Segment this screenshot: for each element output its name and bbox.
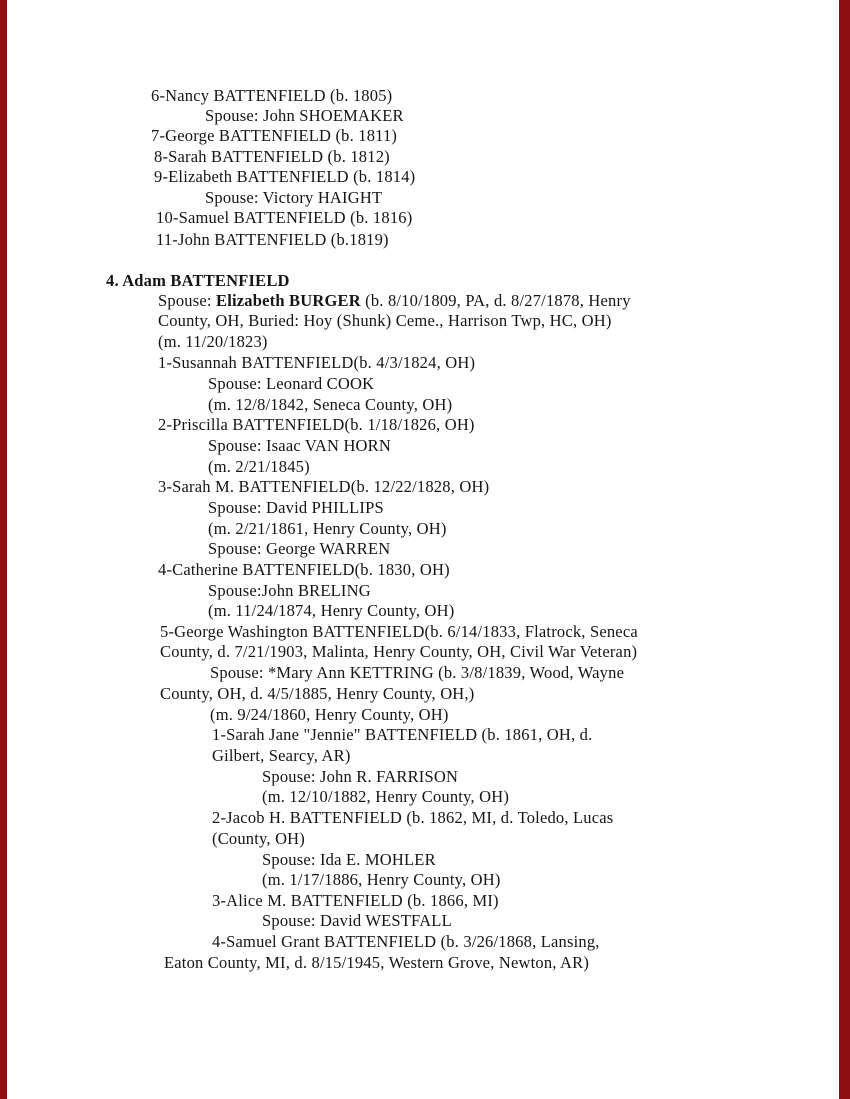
spouse-prefix: Spouse: xyxy=(158,291,216,310)
detail-line: County, d. 7/21/1903, Malinta, Henry County, OH, Civil War Veteran) xyxy=(160,642,638,661)
marriage-line: (m. 11/20/1823) xyxy=(158,332,268,351)
grandchild-entry: 1-Sarah Jane "Jennie" BATTENFIELD (b. 1861, OH, d. xyxy=(212,725,593,744)
child-entry: 2-Priscilla BATTENFIELD(b. 1/18/1826, OH) xyxy=(158,415,475,434)
section-heading: 4. Adam BATTENFIELD xyxy=(106,271,290,290)
spouse-entry: Spouse: John R. FARRISON xyxy=(262,767,459,786)
marriage-line: (m. 9/24/1860, Henry County, OH) xyxy=(210,705,449,724)
detail-line: Eaton County, MI, d. 8/15/1945, Western Grove, Newton, AR) xyxy=(164,953,590,972)
child-entry: 4-Catherine BATTENFIELD(b. 1830, OH) xyxy=(158,560,450,579)
spouse-entry: Spouse: *Mary Ann KETTRING (b. 3/8/1839, Wood, Wayne xyxy=(210,663,625,682)
spouse-entry: Spouse: George WARREN xyxy=(208,539,391,558)
child-entry: 7-George BATTENFIELD (b. 1811) xyxy=(151,126,398,145)
marriage-line: (m. 1/17/1886, Henry County, OH) xyxy=(262,870,501,889)
spouse-entry: Spouse: Ida E. MOHLER xyxy=(262,850,436,869)
spouse-entry: Spouse: Leonard COOK xyxy=(208,374,375,393)
spouse-entry: Spouse: David PHILLIPS xyxy=(208,498,384,517)
grandchild-entry: 4-Samuel Grant BATTENFIELD (b. 3/26/1868, Lansing, xyxy=(212,932,600,951)
child-entry: 11-John BATTENFIELD (b.1819) xyxy=(156,230,389,249)
detail-line: County, OH, d. 4/5/1885, Henry County, OH,) xyxy=(160,684,475,703)
marriage-line: (m. 12/10/1882, Henry County, OH) xyxy=(262,787,510,806)
detail-line: (County, OH) xyxy=(212,829,305,848)
spouse-entry xyxy=(158,291,631,311)
marriage-line: (m. 12/8/1842, Seneca County, OH) xyxy=(208,395,453,414)
child-entry: 9-Elizabeth BATTENFIELD (b. 1814) xyxy=(154,167,416,186)
child-entry: 3-Sarah M. BATTENFIELD(b. 12/22/1828, OH) xyxy=(158,477,490,496)
marriage-line: (m. 2/21/1845) xyxy=(208,457,310,476)
child-entry: 6-Nancy BATTENFIELD (b. 1805) xyxy=(151,86,393,105)
spouse-entry: Spouse: Victory HAIGHT xyxy=(205,188,383,207)
spouse-entry: Spouse: Isaac VAN HORN xyxy=(208,436,391,455)
spouse-details: (b. 8/10/1809, PA, d. 8/27/1878, Henry xyxy=(360,291,631,310)
child-entry: 5-George Washington BATTENFIELD(b. 6/14/1833, Flatrock, Seneca xyxy=(160,622,638,641)
marriage-line: (m. 11/24/1874, Henry County, OH) xyxy=(208,601,455,620)
grandchild-entry: 3-Alice M. BATTENFIELD (b. 1866, MI) xyxy=(212,891,499,910)
child-entry: 8-Sarah BATTENFIELD (b. 1812) xyxy=(154,147,390,166)
child-entry: 1-Susannah BATTENFIELD(b. 4/3/1824, OH) xyxy=(158,353,476,372)
child-entry: 10-Samuel BATTENFIELD (b. 1816) xyxy=(156,208,413,227)
detail-line: County, OH, Buried: Hoy (Shunk) Ceme., Harrison Twp, HC, OH) xyxy=(158,311,612,330)
spouse-entry: Spouse: John SHOEMAKER xyxy=(205,106,404,125)
marriage-line: (m. 2/21/1861, Henry County, OH) xyxy=(208,519,447,538)
grandchild-entry: 2-Jacob H. BATTENFIELD (b. 1862, MI, d. Toledo, Lucas xyxy=(212,808,614,827)
detail-line: Gilbert, Searcy, AR) xyxy=(212,746,351,765)
spouse-entry: Spouse: David WESTFALL xyxy=(262,911,452,930)
spouse-name: Elizabeth BURGER xyxy=(215,291,361,310)
spouse-entry: Spouse:John BRELING xyxy=(208,581,371,600)
